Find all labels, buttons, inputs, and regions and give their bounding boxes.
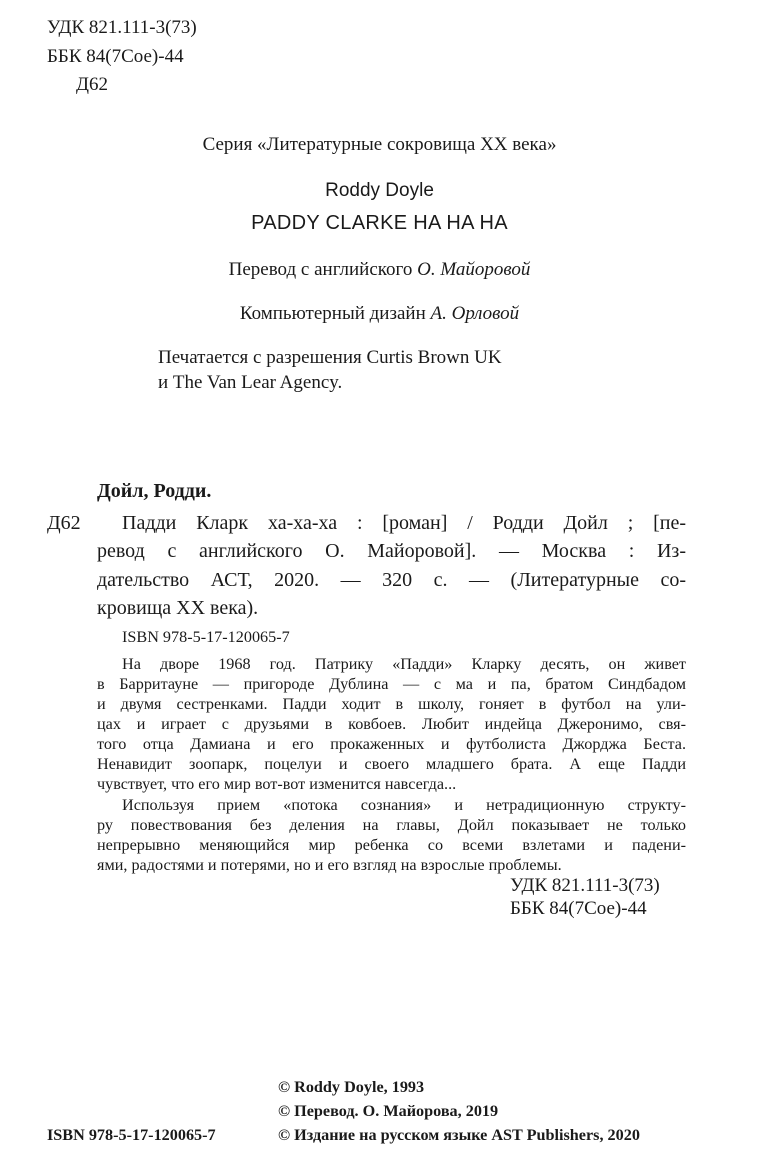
annotation-text: Ненавидит зоопарк, поцелуи и своего младшего брата. А еще Падди — [97, 755, 686, 773]
copyright-line-1: © Roddy Doyle, 1993 — [278, 1078, 425, 1096]
annotation-line — [97, 715, 686, 734]
annotation-line: чувствует, что его мир вот-вот изменится навсегда... — [97, 775, 457, 793]
annotation-line — [97, 675, 686, 694]
translation-credit — [0, 259, 759, 281]
series-title: Серия «Литературные сокровища XX века» — [202, 134, 557, 155]
annotation-text: того отца Дамиана и его прокаженных и футболиста Джорджа Беста. — [97, 735, 686, 753]
annotation-line: ями, радостями и потерями, но и его взгляд на взрослые проблемы. — [97, 856, 562, 874]
copyright-line-2: © Перевод. О. Майорова, 2019 — [278, 1102, 499, 1120]
catalog-entry-text: дательство АСТ, 2020. — 320 с. — (Литературные со- — [97, 569, 686, 591]
footer-bbk-code: ББК 84(7Сое)-44 — [510, 898, 647, 919]
original-author: Roddy Doyle — [325, 180, 434, 201]
copyright-isbn: ISBN 978-5-17-120065-7 — [47, 1126, 216, 1144]
original-title: PADDY CLARKE HA HA HA — [251, 212, 508, 234]
annotation-line — [122, 796, 686, 815]
annotation-text: непрерывно меняющийся мир ребенка со всеми взлетами и падени- — [97, 836, 686, 854]
copyright-line-3: © Издание на русском языке AST Publishers, 2020 — [278, 1126, 640, 1144]
annotation-text: ру повествования без деления на главы, Дойл показывает не только — [97, 816, 686, 834]
catalog-isbn: ISBN 978-5-17-120065-7 — [122, 628, 290, 646]
bbk-code: ББК 84(7Сое)-44 — [47, 46, 184, 67]
catalog-heading: Дойл, Родди. — [97, 480, 212, 502]
annotation-line — [97, 816, 686, 835]
designer-name: А. Орловой — [430, 303, 520, 324]
author-mark: Д62 — [76, 74, 108, 95]
catalog-entry-line-4: кровища XX века). — [97, 597, 259, 619]
annotation-text: в Барритауне — пригороде Дублина — с ма и па, братом Синдбадом — [97, 675, 686, 693]
catalog-entry-line-2 — [97, 540, 686, 563]
annotation-line — [97, 755, 686, 774]
annotation-text: На дворе 1968 год. Патрику «Падди» Кларку десять, он живет — [122, 655, 686, 673]
catalog-entry-text: Падди Кларк ха-ха-ха : [роман] / Родди Дойл ; [пе- — [122, 512, 686, 534]
udk-code: УДК 821.111-3(73) — [47, 17, 197, 38]
footer-udk-code: УДК 821.111-3(73) — [510, 875, 660, 896]
annotation-text: цах и играет с друзьями в ковбоев. Любит индейца Джеронимо, свя- — [97, 715, 686, 733]
design-prefix: Компьютерный дизайн — [239, 303, 426, 324]
catalog-mark: Д62 — [47, 512, 81, 534]
translator-name: О. Майоровой — [417, 259, 531, 280]
catalog-entry-text: ревод с английского О. Майоровой]. — Москва : Из- — [97, 540, 686, 562]
translation-prefix: Перевод с английского — [228, 259, 413, 280]
annotation-line — [97, 695, 686, 714]
annotation-text: Используя прием «потока сознания» и нетрадиционную структу- — [122, 796, 686, 814]
annotation-text: и двумя сестренками. Падди ходит в школу, гоняет в футбол на ули- — [97, 695, 686, 713]
design-credit — [0, 303, 759, 325]
catalog-entry-line-1 — [122, 512, 686, 535]
permission-line-1: Печатается с разрешения Curtis Brown UK — [158, 347, 502, 368]
annotation-line — [122, 655, 686, 674]
annotation-line — [97, 735, 686, 754]
permission-line-2: и The Van Lear Agency. — [158, 372, 343, 393]
catalog-entry-line-3 — [97, 569, 686, 592]
annotation-line — [97, 836, 686, 855]
